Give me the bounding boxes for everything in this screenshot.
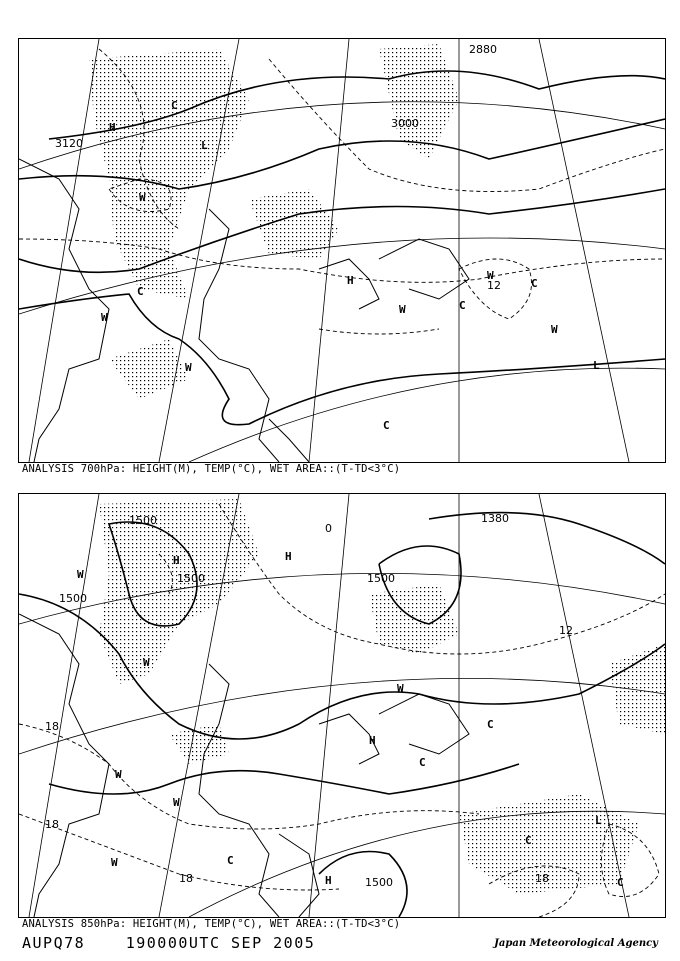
center-symbol: L bbox=[595, 814, 602, 827]
center-symbol: H bbox=[369, 734, 376, 747]
isotherm-label-18: 18 bbox=[535, 872, 549, 885]
map-panel-850hpa bbox=[18, 493, 666, 918]
map-700hpa-canvas bbox=[19, 39, 665, 462]
agency-name: Japan Meteorological Agency bbox=[494, 938, 658, 949]
center-symbol: C bbox=[617, 876, 624, 889]
contour-label-1500: 1500 bbox=[129, 514, 157, 527]
center-symbol: H bbox=[347, 274, 354, 287]
wet-area-shading bbox=[99, 499, 665, 894]
isotherm-label-18: 18 bbox=[179, 872, 193, 885]
caption-850hpa: ANALYSIS 850hPa: HEIGHT(M), TEMP(°C), WET AREA::(T-TD<3°C) bbox=[22, 918, 401, 930]
contour-label-1500: 1500 bbox=[367, 572, 395, 585]
center-symbol: W bbox=[101, 311, 108, 324]
center-symbol: W bbox=[185, 361, 192, 374]
center-symbol: W bbox=[487, 269, 494, 282]
center-symbol: W bbox=[397, 682, 404, 695]
valid-time: 190000UTC SEP 2005 bbox=[125, 934, 316, 952]
center-symbol: W bbox=[551, 323, 558, 336]
center-symbol: W bbox=[115, 768, 122, 781]
center-symbol: C bbox=[487, 718, 494, 731]
center-symbol: C bbox=[227, 854, 234, 867]
contour-label-3120: 3120 bbox=[55, 137, 83, 150]
contour-label-1380: 1380 bbox=[481, 512, 509, 525]
center-symbol: H bbox=[173, 554, 180, 567]
center-symbol: C bbox=[419, 756, 426, 769]
center-symbol: L bbox=[201, 139, 208, 152]
contour-label-1500: 1500 bbox=[365, 876, 393, 889]
map-panel-700hpa bbox=[18, 38, 666, 463]
center-symbol: H bbox=[109, 121, 116, 134]
center-symbol: W bbox=[139, 191, 146, 204]
center-symbol: C bbox=[531, 277, 538, 290]
isotherm-label-0: 0 bbox=[325, 522, 332, 535]
isotherm-label-18: 18 bbox=[45, 720, 59, 733]
center-symbol: W bbox=[77, 568, 84, 581]
isotherm-label-18: 18 bbox=[45, 818, 59, 831]
isotherm-label-12: 12 bbox=[559, 624, 573, 637]
center-symbol: H bbox=[285, 550, 292, 563]
center-symbol: W bbox=[173, 796, 180, 809]
map-850hpa-canvas bbox=[19, 494, 665, 917]
center-symbol: W bbox=[143, 656, 150, 669]
center-symbol: H bbox=[325, 874, 332, 887]
contour-label-1500: 1500 bbox=[177, 572, 205, 585]
contour-label-2880: 2880 bbox=[469, 43, 497, 56]
contour-label-3000: 3000 bbox=[391, 117, 419, 130]
contour-label-1500: 1500 bbox=[59, 592, 87, 605]
center-symbol: C bbox=[525, 834, 532, 847]
center-symbol: C bbox=[459, 299, 466, 312]
chart-footer bbox=[22, 934, 345, 952]
chart-id: AUPQ78 bbox=[22, 934, 86, 952]
center-symbol: C bbox=[383, 419, 390, 432]
caption-700hpa: ANALYSIS 700hPa: HEIGHT(M), TEMP(°C), WET AREA::(T-TD<3°C) bbox=[22, 463, 401, 475]
contour-label-12: 12 bbox=[487, 279, 501, 292]
center-symbol: W bbox=[399, 303, 406, 316]
center-symbol: C bbox=[171, 99, 178, 112]
center-symbol: W bbox=[111, 856, 118, 869]
center-symbol: C bbox=[137, 285, 144, 298]
center-symbol: L bbox=[593, 359, 600, 372]
